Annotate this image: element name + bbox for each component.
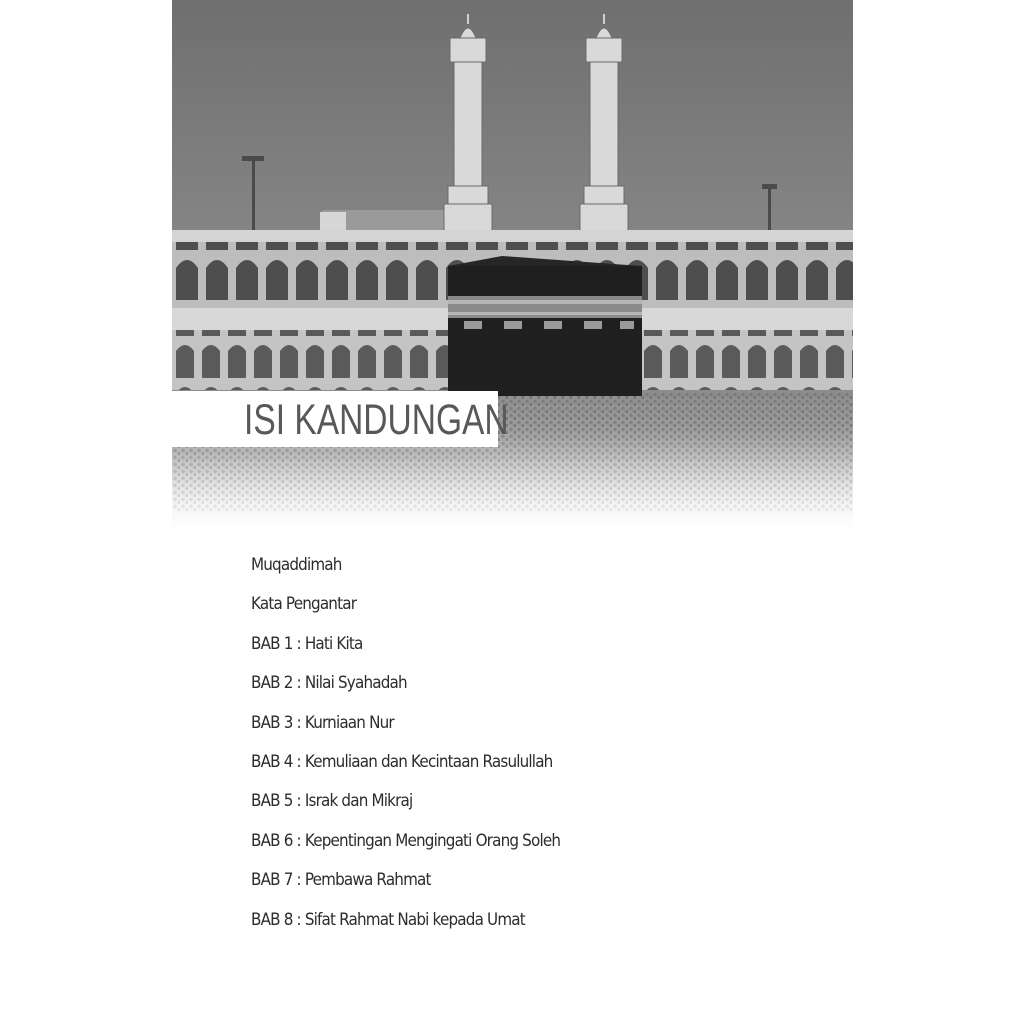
table-of-contents	[251, 553, 587, 947]
toc-item: BAB 8 : Sifat Rahmat Nabi kepada Umat	[251, 909, 525, 929]
toc-item: BAB 3 : Kurniaan Nur	[251, 712, 394, 732]
toc-item: BAB 5 : Israk dan Mikraj	[251, 791, 413, 811]
toc-item: Kata Pengantar	[251, 594, 357, 614]
hero-photo-kaaba	[172, 0, 853, 540]
toc-item: BAB 1 : Hati Kita	[251, 633, 363, 653]
toc-item: BAB 6 : Kepentingan Mengingati Orang Soleh	[251, 830, 561, 850]
document-page	[172, 0, 853, 1024]
page-title: ISI KANDUNGAN	[244, 396, 509, 444]
toc-item: BAB 2 : Nilai Syahadah	[251, 673, 407, 693]
toc-item: BAB 7 : Pembawa Rahmat	[251, 870, 431, 890]
toc-item: BAB 4 : Kemuliaan dan Kecintaan Rasulullah	[251, 751, 553, 771]
toc-item: Muqaddimah	[251, 555, 342, 574]
